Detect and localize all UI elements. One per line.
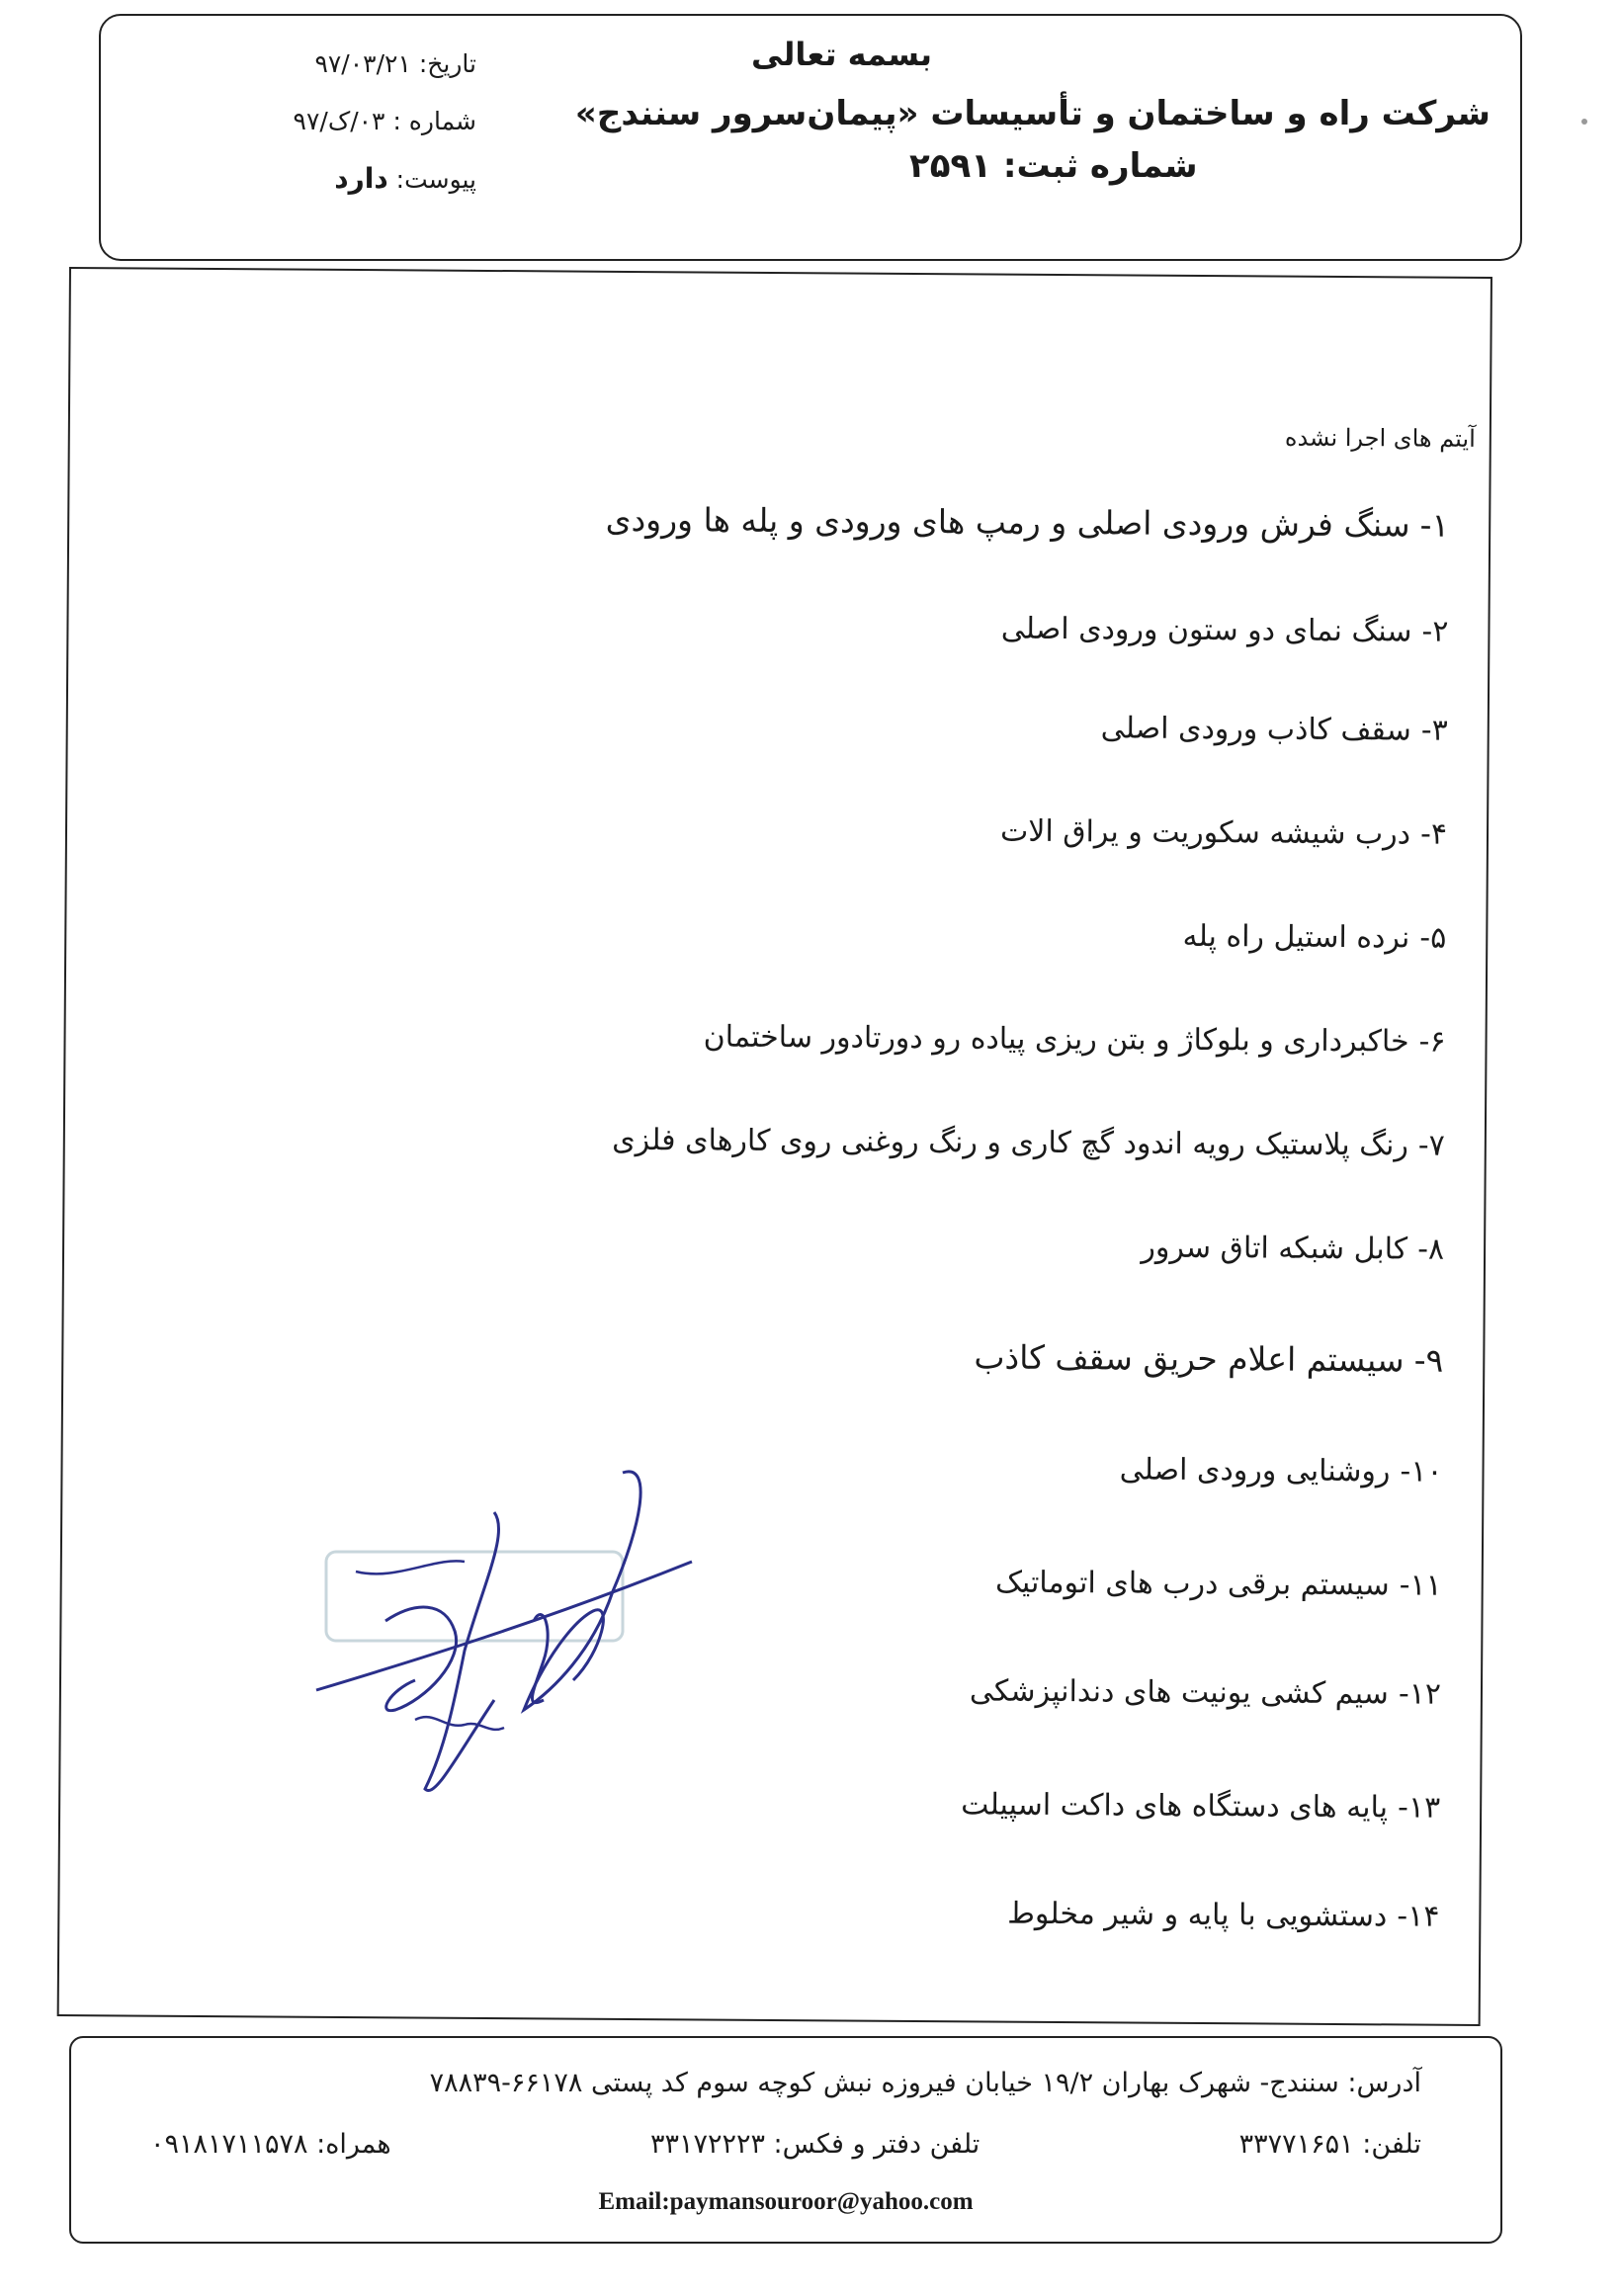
list-item xyxy=(961,1787,1440,1825)
list-item xyxy=(1101,711,1448,747)
company-name: شرکت راه و ساختمان و تأسیسات «پیمان‌سرور سنندج» xyxy=(574,94,1491,133)
list-item-text: درب شیشه سکوریت و یراق الات xyxy=(999,813,1411,852)
list-item xyxy=(1000,814,1447,852)
list-item-number: ۱۱- xyxy=(1399,1568,1442,1603)
number-value: ۰۳/ک/۹۷ xyxy=(293,107,385,135)
list-item xyxy=(995,1566,1442,1603)
list-item-text: سنگ نمای دو ستون ورودی اصلی xyxy=(1000,611,1412,649)
list-item-text: پایه های دستگاه های داکت اسپیلت xyxy=(961,1787,1389,1826)
list-item xyxy=(1141,1231,1444,1267)
list-item-text: سیم کشی یونیت های دندانپزشکی xyxy=(969,1673,1390,1712)
list-item xyxy=(606,500,1450,545)
list-item xyxy=(1007,1897,1439,1934)
list-item-text: کابل شبکه اتاق سرور xyxy=(1141,1230,1408,1267)
list-item-text: رنگ پلاستیک رویه اندود گچ کاری و رنگ روغنی روی کارهای فلزی xyxy=(612,1122,1408,1163)
items-list xyxy=(164,497,1450,1934)
list-item xyxy=(704,1019,1446,1059)
list-item-number: ۱۴- xyxy=(1397,1899,1440,1934)
list-item-number: ۸- xyxy=(1417,1232,1445,1267)
list-item-text: روشنایی ورودی اصلی xyxy=(1119,1452,1391,1489)
signature-image xyxy=(297,1463,712,1838)
footer-email: Email:paymansouroor@yahoo.com xyxy=(598,2188,974,2215)
list-item-number: ۵- xyxy=(1419,920,1447,956)
attachment-value: دارد xyxy=(334,162,388,195)
list-item-number: ۷- xyxy=(1417,1128,1445,1163)
list-item-number: ۴- xyxy=(1419,816,1448,852)
list-item-number: ۶- xyxy=(1418,1024,1446,1060)
list-heading: آیتم های اجرا نشده xyxy=(1284,423,1476,453)
list-item-text: نرده استیل راه پله xyxy=(1182,918,1410,956)
attachment-label: پیوست: xyxy=(395,165,476,194)
list-item-number: ۹- xyxy=(1413,1340,1444,1380)
footer-phone: تلفن: ۳۳۷۷۱۶۵۱ xyxy=(1238,2129,1421,2160)
footer-box xyxy=(69,2036,1502,2244)
list-item-text: سقف کاذب ورودی اصلی xyxy=(1100,711,1411,748)
list-item-text: سیستم اعلام حریق سقف کاذب xyxy=(974,1337,1405,1380)
number-label: شماره : xyxy=(392,107,476,135)
footer-office-fax: تلفن دفتر و فکس: ۳۳۱۷۲۲۲۳ xyxy=(649,2129,980,2160)
list-item xyxy=(970,1673,1441,1711)
list-item-text: دستشویی با پایه و شیر مخلوط xyxy=(1007,1896,1388,1934)
stamp-outline xyxy=(326,1552,623,1641)
date-line xyxy=(200,36,476,93)
list-item-text: سنگ فرش ورودی اصلی و رمپ های ورودی و پله ها ورودی xyxy=(605,499,1410,545)
list-item xyxy=(974,1337,1443,1379)
list-item-number: ۲- xyxy=(1421,614,1449,649)
footer-mobile: همراه: ۰۹۱۸۱۷۱۱۵۷۸ xyxy=(150,2129,391,2160)
list-item-text: خاکبرداری و بلوکاژ و بتن ریزی پیاده رو دورتادور ساختمان xyxy=(703,1019,1409,1060)
content-box xyxy=(57,267,1492,2026)
list-item-number: ۱۲- xyxy=(1398,1676,1442,1712)
date-value: ۹۷/۰۳/۲۱ xyxy=(314,49,411,78)
date-label: تاریخ: xyxy=(418,49,476,78)
list-item xyxy=(1001,612,1449,649)
footer-phones xyxy=(150,2129,1421,2160)
list-item-text: سیستم برقی درب های اتوماتیک xyxy=(994,1565,1390,1603)
list-item-number: ۳- xyxy=(1420,713,1448,748)
list-item xyxy=(1120,1452,1443,1488)
scan-speck xyxy=(1581,119,1587,125)
list-item xyxy=(612,1123,1445,1163)
list-item-number: ۱- xyxy=(1419,505,1450,545)
list-item-number: ۱۳- xyxy=(1397,1790,1441,1826)
list-item-number: ۱۰- xyxy=(1400,1454,1443,1489)
attachment-line xyxy=(200,150,476,208)
number-line xyxy=(200,93,476,150)
blessing-title: بسمه تعالی xyxy=(751,36,933,73)
letter-meta xyxy=(200,36,476,208)
footer-address: آدرس: سنندج- شهرک بهاران ۱۹/۲ خیابان فیروزه نبش کوچه سوم کد پستی ۶۶۱۷۸-۷۸۸۳۹ xyxy=(429,2068,1421,2098)
list-item xyxy=(1182,919,1446,956)
registration-number: شماره ثبت: ۲۵۹۱ xyxy=(909,146,1198,186)
